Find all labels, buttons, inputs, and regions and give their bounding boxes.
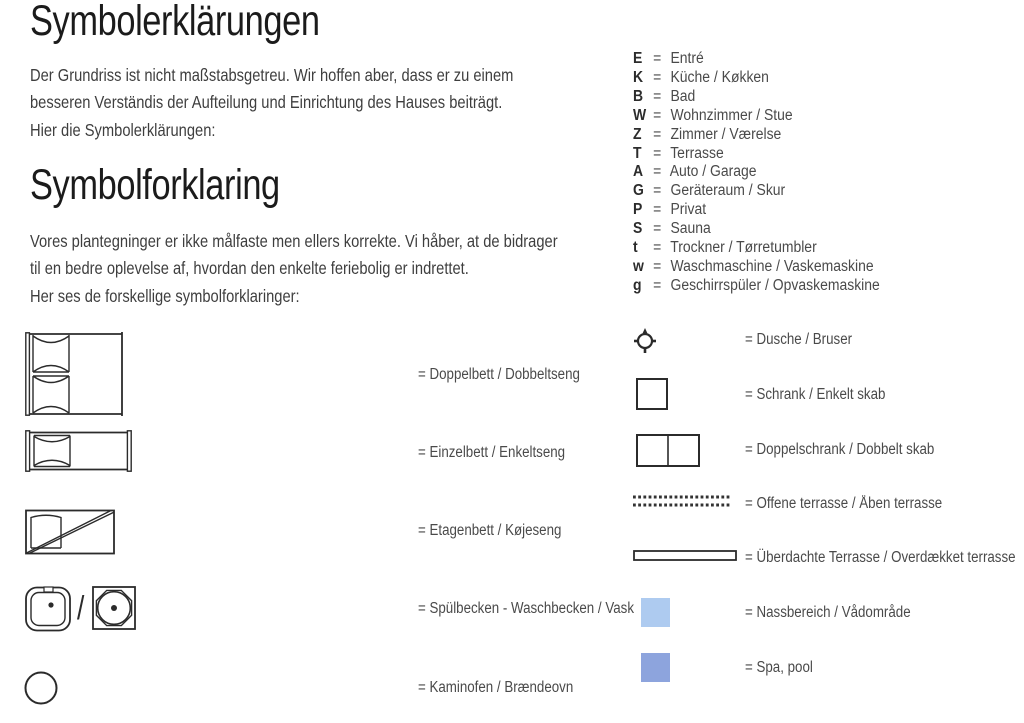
equals-sign: = [653, 201, 662, 219]
german-intro-paragraph [30, 62, 513, 144]
abbreviation-description: Geschirrspüler / Opvaskemaskine [670, 276, 880, 294]
abbreviation-row [633, 220, 880, 239]
paragraph-line: Her ses de forskellige symbolforklaringer: [30, 285, 300, 306]
covered-terrace-label: = Überdachte Terrasse / Overdækket terrasse [745, 549, 1016, 566]
abbreviation-description: Auto / Garage [669, 163, 757, 181]
paragraph-line: Der Grundriss ist nicht maßstabsgetreu. Wir hoffen aber, dass er zu einem [30, 65, 514, 85]
washbasin-icon [92, 586, 136, 630]
abbreviation-letter: S [633, 220, 643, 238]
equals-sign: = [653, 182, 662, 200]
equals-sign: = [653, 106, 662, 124]
abbreviation-description: Bad [670, 87, 696, 105]
abbreviation-letter: t [633, 239, 638, 257]
equals-sign: = [653, 239, 662, 257]
covered-terrace-icon [633, 550, 737, 561]
cabinet-label: = Schrank / Enkelt skab [745, 386, 886, 403]
abbreviation-row [633, 50, 880, 69]
abbreviation-letter: W [633, 106, 647, 124]
wood-stove-label: = Kaminofen / Brændeovn [418, 679, 574, 696]
cabinet-icon [636, 378, 668, 410]
abbreviation-row [633, 239, 880, 258]
sink-label: = Spülbecken - Waschbecken / Vask [418, 600, 634, 617]
equals-sign: = [653, 87, 662, 105]
abbreviation-letter: w [633, 257, 644, 275]
shower-label: = Dusche / Bruser [745, 331, 853, 348]
abbreviation-letter: G [633, 182, 644, 200]
abbreviation-row [633, 182, 880, 201]
single-bed-icon [25, 430, 132, 472]
equals-sign: = [653, 125, 662, 143]
abbreviation-row [633, 163, 880, 182]
paragraph-line: Vores plantegninger er ikke målfaste men ellers korrekte. Vi håber, at de bidrager [30, 231, 558, 251]
abbreviation-description: Sauna [670, 220, 711, 238]
abbreviation-description: Trockner / Tørretumbler [670, 239, 817, 257]
bunk-bed-icon [25, 509, 115, 555]
abbreviation-letter: K [633, 68, 644, 86]
equals-sign: = [653, 163, 662, 181]
abbreviation-row [633, 145, 880, 164]
abbreviation-description: Waschmaschine / Vaskemaskine [670, 257, 874, 275]
abbreviation-row [633, 107, 880, 126]
abbreviation-row [633, 258, 880, 277]
double-bed-label: = Doppelbett / Dobbeltseng [418, 366, 580, 383]
abbreviation-description: Privat [670, 201, 707, 219]
paragraph-line: besseren Verständis der Aufteilung und Einrichtung des Hauses beiträgt. [30, 92, 503, 113]
open-terrace-icon [633, 494, 731, 508]
paragraph-line: Hier die Symbolerklärungen: [30, 119, 216, 140]
abbreviation-letter: Z [633, 125, 642, 143]
equals-sign: = [653, 276, 662, 294]
abbreviation-row [633, 69, 880, 88]
abbreviation-description: Terrasse [670, 144, 724, 162]
slash-separator: / [77, 589, 85, 626]
shower-icon [633, 327, 657, 354]
spa-pool-icon [641, 653, 670, 682]
abbreviation-letter: g [633, 276, 642, 294]
equals-sign: = [653, 257, 662, 275]
wet-area-icon [641, 598, 670, 627]
abbreviation-description: Zimmer / Værelse [670, 125, 782, 143]
heading-symbolerklaerungen: Symbolerklärungen [30, 0, 320, 45]
wet-area-label: = Nassbereich / Vådområde [745, 604, 911, 621]
equals-sign: = [653, 220, 662, 238]
single-bed-label: = Einzelbett / Enkeltseng [418, 444, 566, 461]
abbreviation-description: Wohnzimmer / Stue [670, 106, 793, 124]
abbreviation-row [633, 277, 880, 296]
abbreviation-row [633, 88, 880, 107]
abbreviation-row [633, 126, 880, 145]
double-cabinet-icon [636, 434, 700, 467]
equals-sign: = [653, 50, 662, 67]
abbreviation-row [633, 201, 880, 220]
heading-symbolforklaring: Symbolforklaring [30, 161, 280, 209]
sink-icons [25, 584, 136, 632]
abbreviation-description: Küche / Køkken [670, 68, 769, 86]
open-terrace-label: = Offene terrasse / Åben terrasse [745, 495, 943, 512]
double-bed-icon [25, 332, 127, 416]
abbreviation-list [633, 50, 880, 296]
equals-sign: = [653, 144, 662, 162]
abbreviation-description: Entré [670, 50, 704, 67]
abbreviation-letter: P [633, 201, 643, 219]
wood-stove-icon [24, 671, 58, 705]
bunk-bed-label: = Etagenbett / Køjeseng [418, 522, 562, 539]
paragraph-line: til en bedre oplevelse af, hvordan den enkelte feriebolig er indrettet. [30, 258, 469, 279]
abbreviation-letter: A [633, 163, 644, 181]
abbreviation-letter: E [633, 50, 643, 67]
abbreviation-description: Geräteraum / Skur [670, 182, 786, 200]
abbreviation-letter: B [633, 87, 644, 105]
equals-sign: = [653, 68, 662, 86]
spa-pool-label: = Spa, pool [745, 659, 813, 676]
abbreviation-letter: T [633, 144, 642, 162]
kitchen-sink-icon [25, 584, 71, 632]
double-cabinet-label: = Doppelschrank / Dobbelt skab [745, 441, 935, 458]
danish-intro-paragraph [30, 228, 558, 310]
